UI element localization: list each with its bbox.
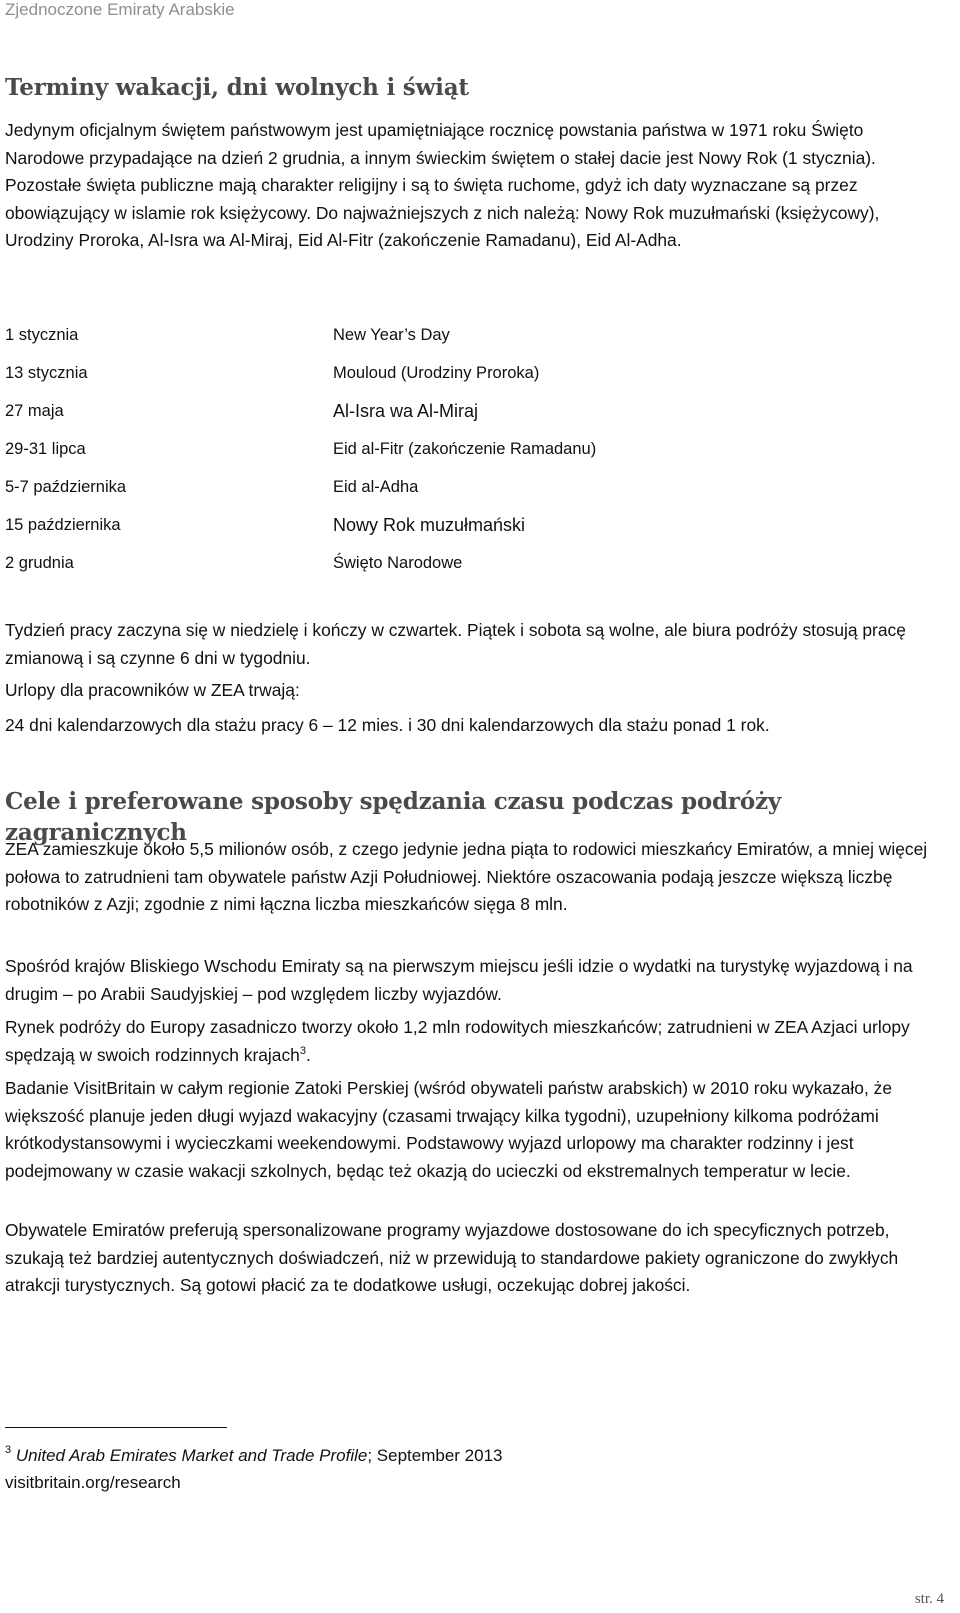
holiday-row <box>5 512 705 550</box>
holiday-date: 5-7 października <box>5 478 127 496</box>
europe-market-text: Rynek podróży do Europy zasadniczo tworzy około 1,2 mln rodowitych mieszkańców; zatrudnieni w ZEA Azjaci urlopy spędzają w swoich rodzinnych krajach <box>5 1017 910 1065</box>
leave-detail-paragraph: 24 dni kalendarzowych dla stażu pracy 6 – 12 mies. i 30 dni kalendarzowych dla stażu ponad 1 rok. <box>5 715 770 735</box>
holiday-date: 29-31 lipca <box>5 440 86 458</box>
holiday-row <box>5 322 705 360</box>
footnote <box>5 1442 503 1496</box>
holiday-row <box>5 436 705 474</box>
holiday-date: 27 maja <box>5 402 64 420</box>
footnote-line-1 <box>5 1442 503 1469</box>
holiday-date: 13 stycznia <box>5 364 88 382</box>
holiday-row <box>5 398 705 436</box>
holiday-date: 2 grudnia <box>5 554 74 572</box>
work-week-paragraph: Tydzień pracy zaczyna się w niedzielę i kończy w czwartek. Piątek i sobota są wolne, ale biura podróży stosują pracę zmianową i są czynne 6 dni w tygodniu. <box>5 620 906 668</box>
europe-market-end: . <box>305 1044 311 1065</box>
holiday-table <box>5 322 705 588</box>
leave-intro-paragraph: Urlopy dla pracowników w ZEA trwają: <box>5 680 300 700</box>
holiday-date: 15 października <box>5 516 121 534</box>
footnote-reference[interactable]: 3 <box>299 1044 306 1057</box>
holiday-row <box>5 474 705 512</box>
section-title-travel-purposes: Cele i preferowane sposoby spędzania czasu podczas podróży zagranicznych <box>5 788 782 846</box>
holiday-row <box>5 360 705 398</box>
footnote-number: 3 <box>5 1444 12 1456</box>
holiday-name: Mouloud (Urodziny Proroka) <box>333 364 540 382</box>
europe-market-paragraph <box>5 1014 940 1069</box>
page-number: str. 4 <box>914 1591 944 1607</box>
running-header: Zjednoczone Emiraty Arabskie <box>5 0 235 19</box>
holiday-name: Święto Narodowe <box>333 554 463 572</box>
section-title-holidays: Terminy wakacji, dni wolnych i świąt <box>5 74 469 101</box>
footnote-suffix: ; September 2013 <box>367 1446 503 1465</box>
holiday-name: Nowy Rok muzułmański <box>333 515 526 535</box>
footnote-separator <box>5 1427 227 1428</box>
population-paragraph: ZEA zamieszkuje około 5,5 milionów osób, z czego jedynie jedna piąta to rodowici mieszkańcy Emiratów, a mniej więcej połowa to zatrudnieni tam obywatele państw Azji Południowej. Niektóre oszacowania podają jeszcze większą liczbę robotników z Azji; zgodnie z nimi łączna liczba mieszkańców sięga 8 mln. <box>5 839 928 915</box>
footnote-title: United Arab Emirates Market and Trade Profile <box>15 1446 368 1465</box>
holiday-date: 1 stycznia <box>5 326 79 344</box>
holiday-row <box>5 550 705 588</box>
holiday-name: Eid al-Adha <box>333 478 419 496</box>
holiday-name: Eid al-Fitr (zakończenie Ramadanu) <box>333 440 597 458</box>
footnote-source-link[interactable]: visitbritain.org/research <box>5 1473 181 1492</box>
holidays-intro-paragraph: Jedynym oficjalnym świętem państwowym jest upamiętniające rocznicę powstania państwa w 1971 roku Święto Narodowe przypadające na dzień 2 grudnia, a innym świeckim świętem o stałej dacie jest Nowy Rok (1 stycznia). Pozostałe święta publiczne mają charakter religijny i są to święta ruchome, gdyż ich daty wyznaczane są przez obowiązujący w islamie rok księżycowy. Do najważniejszych z nich należą: Nowy Rok muzułmański (księżycowy), Urodziny Proroka, Al-Isra wa Al-Miraj, Eid Al-Fitr (zakończenie Ramadanu), Eid Al-Adha. <box>5 120 880 251</box>
holiday-name: New Year’s Day <box>333 326 450 344</box>
visitbritain-study-paragraph: Badanie VisitBritain w całym regionie Zatoki Perskiej (wśród obywateli państw arabskich) w 2010 roku wykazało, że większość planuje jeden długi wyjazd wakacyjny (czasami trwający kilka tygodni), uzupełniony kilkoma podróżami krótkodystansowymi i wycieczkami weekendowymi. Podstawowy wyjazd urlopowy ma charakter rodzinny i jest podejmowany w czasie wakacji szkolnych, będąc też okazją do ucieczki od ekstremalnych temperatur w lecie. <box>5 1078 892 1181</box>
preferences-paragraph: Obywatele Emiratów preferują spersonalizowane programy wyjazdowe dostosowane do ich specyficznych potrzeb, szukają też bardziej autentycznych doświadczeń, niż w przewidują to standardowe pakiety ograniczone do zwykłych atrakcji turystycznych. Są gotowi płacić za te dodatkowe usługi, oczekując dobrej jakości. <box>5 1220 899 1296</box>
spending-paragraph: Spośród krajów Bliskiego Wschodu Emiraty są na pierwszym miejscu jeśli idzie o wydatki na turystykę wyjazdową i na drugim – po Arabii Saudyjskiej – pod względem liczby wyjazdów. <box>5 956 913 1004</box>
holiday-name: Al-Isra wa Al-Miraj <box>333 401 479 421</box>
